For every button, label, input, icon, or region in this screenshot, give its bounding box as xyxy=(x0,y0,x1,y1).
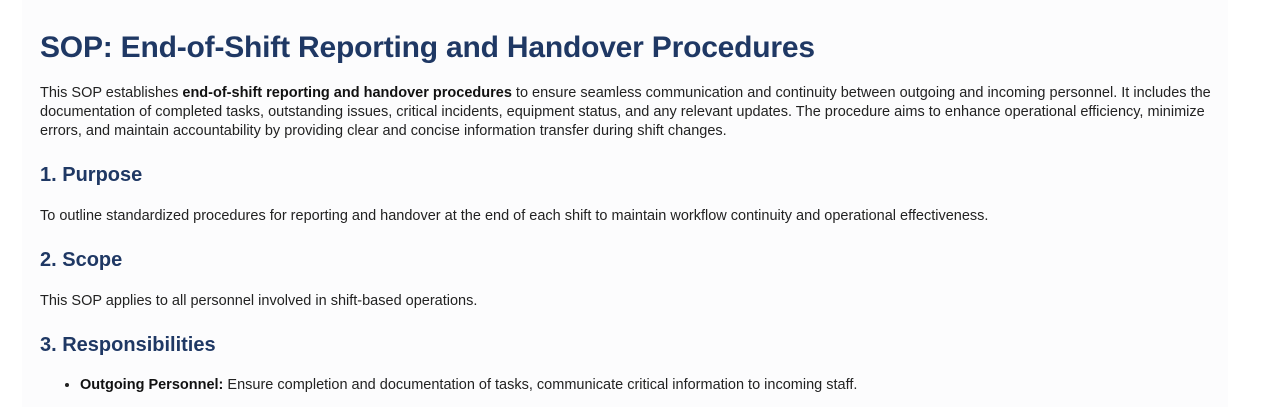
list-item xyxy=(80,376,1222,395)
responsibilities-list xyxy=(40,376,1222,395)
page-title: SOP: End-of-Shift Reporting and Handover Procedures xyxy=(40,31,815,64)
page-right-margin xyxy=(1228,0,1263,407)
section-body-purpose: To outline standardized procedures for reporting and handover at the end of each shift to maintain workflow continuity and operational effectiveness. xyxy=(40,208,989,224)
section-heading-responsibilities: 3. Responsibilities xyxy=(40,334,216,356)
section-heading-purpose: 1. Purpose xyxy=(40,164,143,186)
intro-text-before: This SOP establishes xyxy=(40,85,183,101)
intro-text-bold: end-of-shift reporting and handover procedures xyxy=(182,85,512,101)
section-heading-scope: 2. Scope xyxy=(40,249,123,271)
intro-paragraph xyxy=(40,84,1222,141)
document-content xyxy=(40,0,1222,395)
page-left-margin xyxy=(0,0,22,407)
section-body-scope: This SOP applies to all personnel involved in shift-based operations. xyxy=(40,293,478,309)
responsibility-detail: Ensure completion and documentation of tasks, communicate critical information to incoming staff. xyxy=(223,377,858,393)
responsibility-role: Outgoing Personnel: xyxy=(80,377,224,393)
intro-text-after: to ensure seamless communication and continuity between outgoing and incoming personnel. It includes the documentation of completed tasks, outstanding issues, critical incidents, equipment status, and any relevant updates. The procedure aims to enhance operational efficiency, minimize errors, and maintain accountability by providing clear and concise information transfer during shift changes. xyxy=(40,85,1211,139)
